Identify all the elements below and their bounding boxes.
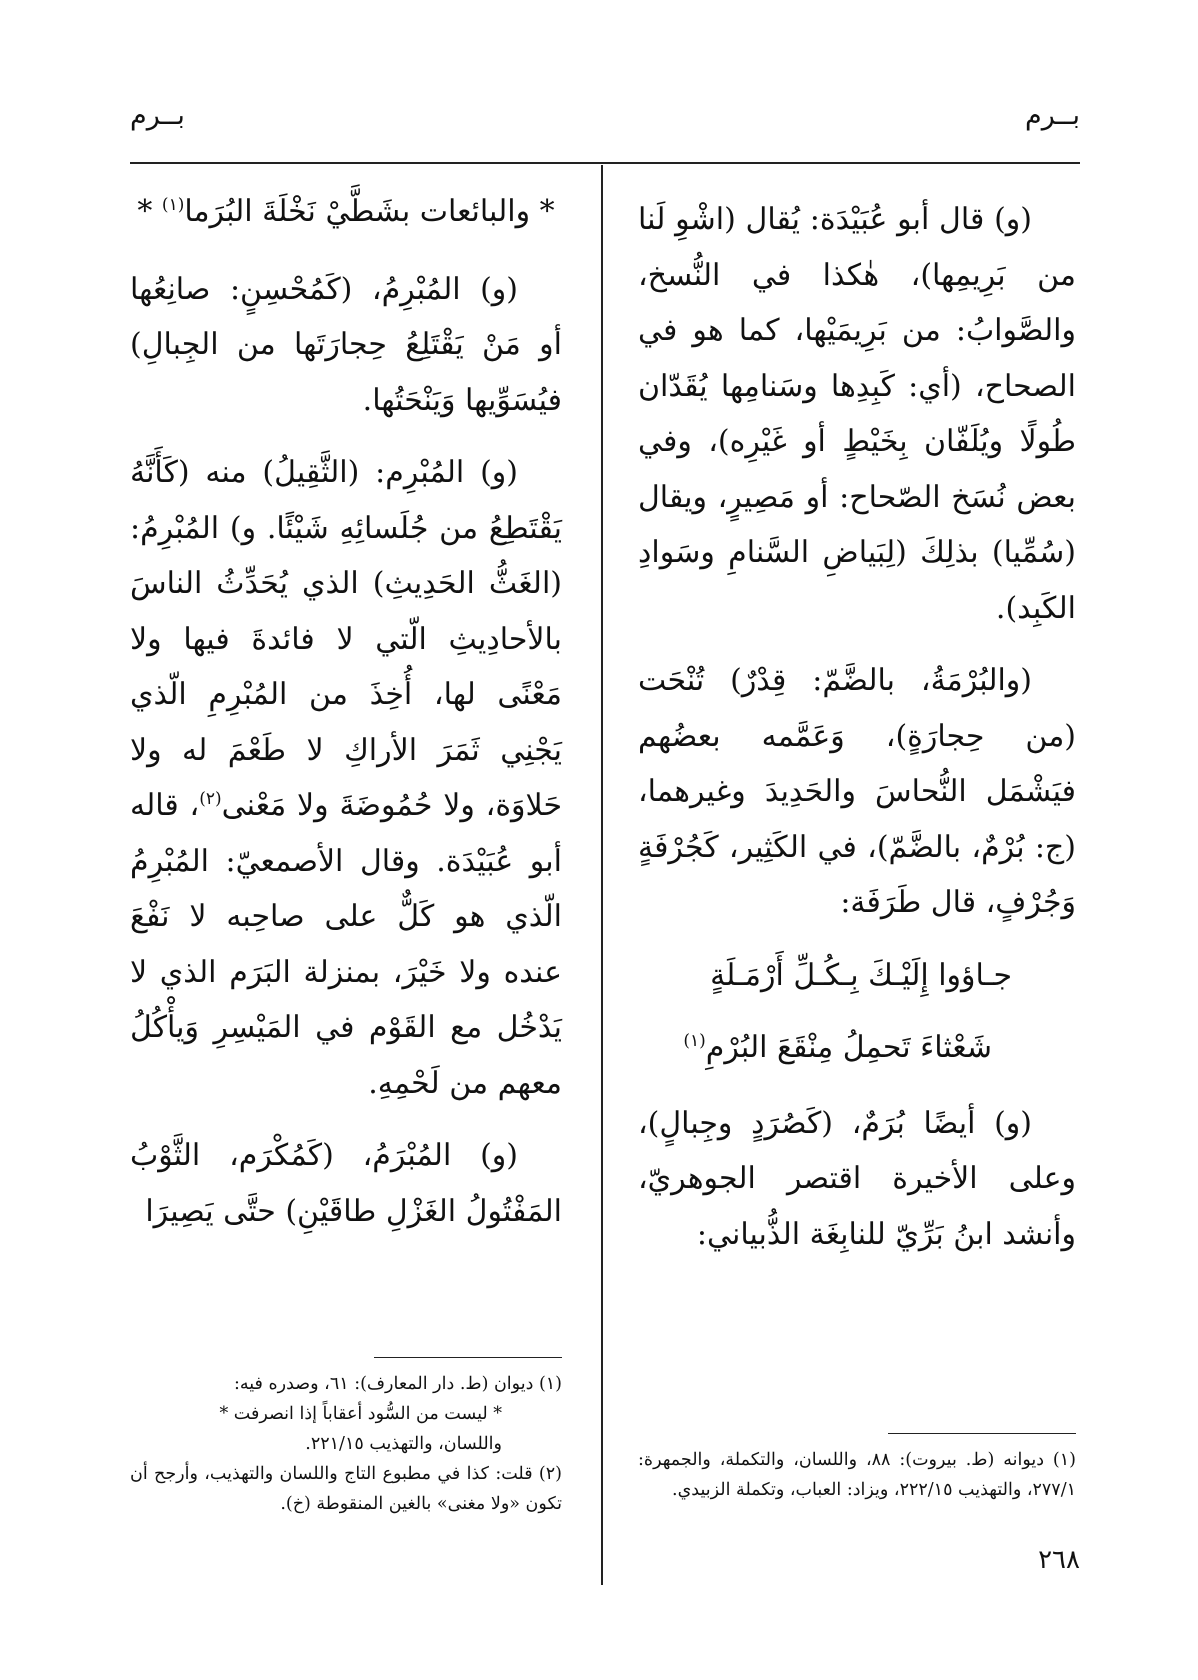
verse-line-2 — [638, 1020, 1076, 1076]
footnote-verse: * ليست من السُّود أعقاباً إذا انصرفت * — [219, 1404, 502, 1424]
footnote-marker: (٢) — [199, 789, 222, 809]
running-head-right: بــرم — [1025, 100, 1080, 131]
paragraph: (والبُرْمَةُ، بالضَّمّ: قِدْرٌ) تُنْحَت (من حِجارَةٍ)، وَعَمَّمه بعضُهم فيَشْمَل النُّحاسَ والحَدِيدَ وغيرهما، (ج: بُرْمٌ، بالضَّمّ)، في الكَثِير، كَجُرْفَةٍ وَجُرْفٍ، قال طَرَفَة: — [638, 663, 1076, 920]
paragraph: (و) أيضًا بُرَمٌ، (كَصُرَدٍ وجِبالٍ)، وعلى الأخيرة اقتصر الجوهريّ، وأنشد ابنُ بَرِّيّ للنابِغَة الذُّبياني: — [638, 1105, 1076, 1252]
footnote-rule-right — [888, 1433, 1076, 1434]
paragraph — [130, 445, 562, 1111]
left-column — [130, 184, 562, 1256]
page-number: ٢٦٨ — [1038, 1545, 1080, 1575]
footnote-marker: (١) — [683, 1031, 706, 1051]
paragraph: (و) المُبْرَمُ، (كَمُكْرَم، الثَّوْبُ المَفْتُولُ الغَزْلِ طاقَيْنِ) حتَّى يَصِيرَا — [130, 1138, 562, 1229]
footnote: (١) ديوان (ط. دار المعارف): ٦١، وصدره فيه: — [233, 1374, 562, 1394]
right-column — [638, 192, 1076, 1279]
verse-text: * والبائعات بشَطَّيْ نَخْلَةَ البُرَما — [184, 194, 555, 229]
paragraph: (و) المُبْرِمُ، (كَمُحْسِنٍ: صانِعُها أو مَنْ يَقْتَلِعُ حِجارَتَها من الجِبالِ) فيُسَوِّيها وَيَنْحَتُها. — [130, 271, 562, 418]
footnote: (٢) قلت: كذا في مطبوع التاج واللسان والتهذيب، وأرجح أن تكون «ولا مغنى» بالغين المنقوطة (خ). — [130, 1464, 562, 1514]
verse-line-1: جـاؤوا إِلَيْـكَ بِـكُـلِّ أَرْمَـلَةٍ — [710, 957, 1012, 993]
paragraph-text: (و) المُبْرِم: (الثَّقِيلُ) منه (كَأَنَّهُ يَقْتَطِعُ من جُلَسائِهِ شَيْئًا. و) المُبْرِمُ: (الغَثُّ الحَدِيثِ) الذي يُحَدِّثُ الناسَ بالأحادِيثِ الّتي لا فائدةَ فيها ولا مَعْنًى لها، أُخِذَ من المُبْرِمِ الّذي يَجْنِي ثَمَرَ الأراكِ لا طَعْمَ له ولا حَلاوَة، ولا حُمُوضَةَ ولا مَعْنى — [130, 455, 562, 823]
column-divider — [601, 165, 603, 1585]
paragraph-text: ، قاله أبو عُبَيْدَة. وقال الأصمعيّ: المُبْرِمُ الّذي هو كَلٌّ على صاحِبه لا نَفْعَ عنده ولا خَيْرَ، بمنزلة البَرَم الذي لا يَدْخُل مع القَوْم في المَيْسِرِ وَيأْكُلُ معهم من لَحْمِهِ. — [130, 788, 562, 1101]
footnote: (١) ديوانه (ط. بيروت): ٨٨، واللسان، والتكملة، والجمهرة: ٢٧٧/١، والتهذيب ٢٢٢/١٥، ويزاد: العباب، وتكملة الزبيدي. — [638, 1450, 1076, 1500]
paragraph: (و) قال أبو عُبَيْدَة: يُقال (اشْوِ لَنا من بَرِيمِها)، هٰكذا في النُّسخ، والصَّوابُ: من بَرِيمَيْها، كما هو في الصحاح، (أي: كَبِدِها وسَنامِها يُقَدّان طُولًا ويُلَفّان بِخَيْطٍ أو غَيْرِه)، وفي بعض نُسَخ الصّحاح: أو مَصِيرٍ، ويقال (سُمِّيا) بذلِكَ (لِبَياضِ السَّنامِ وسَوادِ الكَبِد). — [638, 202, 1076, 626]
verse-text: شَعْثاءَ تَحمِلُ مِنْقَعَ البُرْمِ — [705, 1030, 992, 1065]
footnote-rule-left — [374, 1357, 562, 1358]
footnote-marker: (١) — [161, 195, 185, 215]
footnote: واللسان، والتهذيب ٢٢١/١٥. — [305, 1434, 502, 1454]
verse-center — [130, 184, 562, 240]
running-head-left: بــرم — [130, 100, 185, 131]
verse-end: * — [137, 194, 162, 229]
footnotes-right — [638, 1445, 1076, 1505]
header-rule — [130, 162, 1080, 164]
footnotes-left — [130, 1369, 562, 1519]
